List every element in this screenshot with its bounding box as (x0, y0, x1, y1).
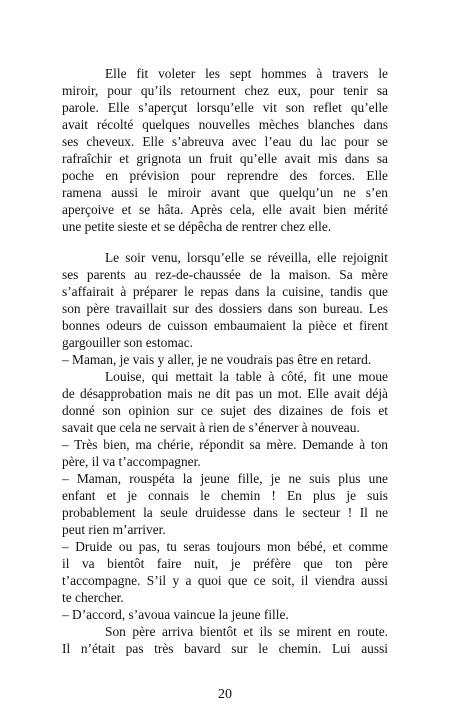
text-line: t’accompagne. S’il y a quoi que ce soit, il viendra aussi (62, 573, 388, 588)
text-line: te chercher. (62, 590, 124, 605)
paragraph (62, 65, 388, 235)
paragraph (62, 470, 388, 538)
text-line: peut rien m’arriver. (62, 522, 166, 537)
text-line: Elle fit voleter les sept hommes à travers le (105, 66, 388, 81)
text-line: – Très bien, ma chérie, répondit sa mère. Demande à ton (62, 437, 388, 452)
text-line: donné son opinion sur ce sujet des dizaines de fois et (62, 403, 388, 418)
text-line: ses cheveux. Elle s’abreuva avec l’eau du lac pour se (62, 134, 388, 149)
text-line: gargouiller son estomac. (62, 335, 194, 350)
paragraph (62, 368, 388, 436)
text-line: – Maman, je vais y aller, je ne voudrais pas être en retard. (62, 352, 372, 367)
text-line: Il n’était pas très bavard sur le chemin. Lui aussi (62, 641, 388, 656)
text-line: aperçoive et se hâta. Après cela, elle avait bien mérité (62, 202, 388, 217)
text-line: probablement la seule druidesse dans le secteur ! Il ne (62, 505, 388, 520)
text-line: – D’accord, s’avoua vaincue la jeune fille. (62, 607, 289, 622)
text-line: bonnes odeurs de cuisson embaumaient la pièce et firent (62, 318, 388, 333)
text-line: – Druide ou pas, tu seras toujours mon bébé, et comme (62, 539, 388, 554)
paragraph (62, 623, 388, 657)
text-line: Son père arriva bientôt et ils se mirent en route. (105, 624, 388, 639)
text-line: – Maman, rouspéta la jeune fille, je ne suis plus une (62, 471, 388, 486)
text-line: parole. Elle s’aperçut lorsqu’elle vit son reflet qu’elle (62, 100, 388, 115)
text-line: avait récolté quelques nouvelles mèches blanches dans (62, 117, 388, 132)
page-number: 20 (218, 687, 232, 702)
text-line: une petite sieste et se dépêcha de rentrer chez elle. (62, 219, 332, 234)
text-line: ramena aussi le miroir avant que quelqu’un ne s’en (62, 185, 388, 200)
text-line: s’affairait à préparer le repas dans la cuisine, tandis que (62, 284, 388, 299)
text-line: ses parents au rez-de-chaussée de la maison. Sa mère (62, 267, 388, 282)
paragraph (62, 606, 388, 623)
text-line: miroir, pour qu’ils retournent chez eux, pour tenir sa (62, 83, 388, 98)
text-line: enfant et je connais le chemin ! En plus je suis (62, 488, 388, 503)
text-line: son père travaillait sur des dossiers dans son bureau. Les (62, 301, 388, 316)
paragraph (62, 351, 388, 368)
paragraph (62, 538, 388, 606)
text-line: Louise, qui mettait la table à côté, fit une moue (105, 369, 388, 384)
text-line: rafraîchir et grignota un fruit qu’elle avait mis dans sa (62, 151, 388, 166)
body-text (62, 65, 388, 657)
paragraph (62, 436, 388, 470)
text-line: Le soir venu, lorsqu’elle se réveilla, elle rejoignit (105, 250, 388, 265)
paragraph (62, 249, 388, 351)
text-line: père, il va t’accompagner. (62, 454, 201, 469)
text-line: il va bientôt faire nuit, je préfère que ton père (62, 556, 388, 571)
text-line: savait que cela ne servait à rien de s’énerver à nouveau. (62, 420, 360, 435)
text-line: poche en prévision pour reprendre des forces. Elle (62, 168, 388, 183)
paragraph-gap (62, 235, 388, 249)
text-line: de désapprobation mais ne dit pas un mot. Elle avait déjà (62, 386, 388, 401)
